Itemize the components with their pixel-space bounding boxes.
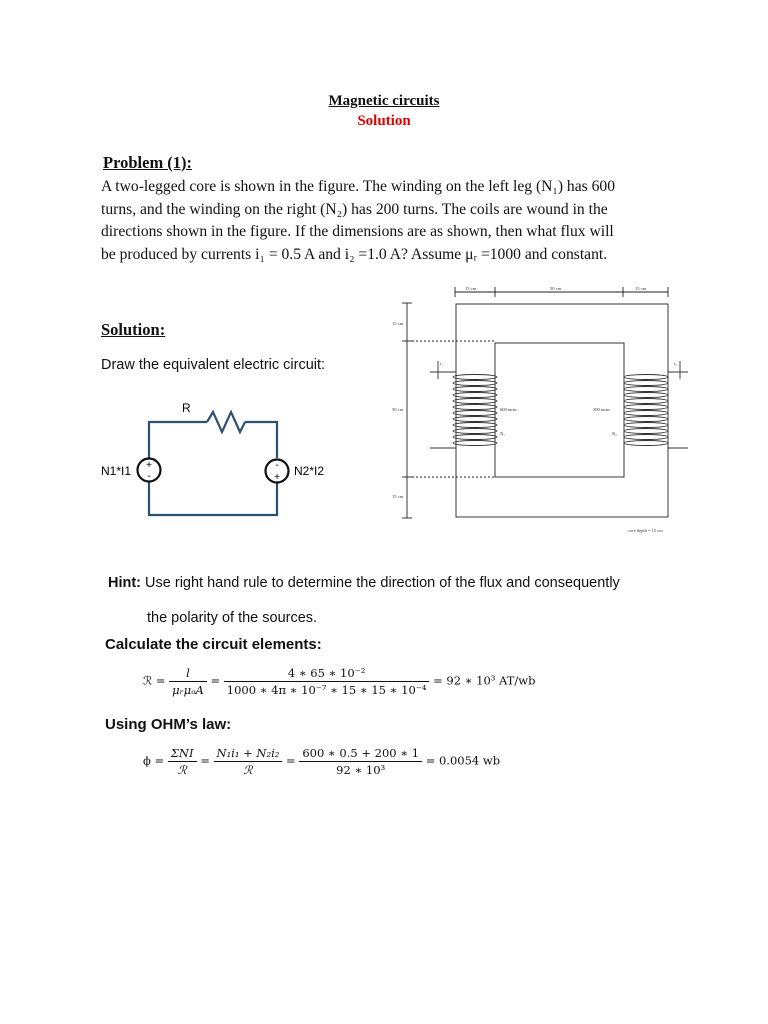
hint-block bbox=[108, 566, 620, 636]
source-left-label: N1*I1 bbox=[101, 464, 132, 478]
reluctance-result: = 92 ∗ 10³ AT/wb bbox=[433, 673, 536, 688]
dim-top-left: 15 cm bbox=[465, 286, 477, 291]
frac-numerator: ΣNI bbox=[168, 746, 197, 762]
problem-line: A two-legged core is shown in the figure. The winding on the left leg (N₁) has 600 bbox=[101, 178, 615, 195]
right-coil bbox=[624, 361, 688, 448]
n1-label: N₁ bbox=[500, 431, 505, 436]
dim-side-bottom: 15 cm bbox=[392, 494, 404, 499]
draw-circuit-instruction: Draw the equivalent electric circuit: bbox=[101, 357, 326, 373]
reluctance-equation bbox=[143, 666, 536, 697]
ohm-heading: Using OHM’s law: bbox=[105, 716, 232, 733]
problem-line: directions shown in the figure. If the dimensions are as shown, then what flux will bbox=[101, 223, 614, 240]
frac-numerator: l bbox=[169, 666, 207, 682]
flux-equation bbox=[143, 746, 500, 777]
source-right-label: N2*I2 bbox=[294, 464, 325, 478]
problem-heading: Problem (1): bbox=[103, 153, 193, 172]
circuit-wire bbox=[149, 422, 207, 458]
page-title: Magnetic circuits bbox=[328, 93, 440, 109]
flux-result: = 0.0054 wb bbox=[425, 753, 501, 768]
n2-label: N₂ bbox=[612, 431, 617, 436]
problem-line: be produced by currents i₁ = 0.5 A and i₂ =1.0 A? Assume μᵣ =1000 and constant. bbox=[101, 245, 608, 263]
dim-side-mid: 50 cm bbox=[392, 407, 404, 412]
dim-side-top: 15 cm bbox=[392, 321, 404, 326]
resistor-label: R bbox=[182, 401, 191, 415]
fraction bbox=[299, 746, 422, 777]
hint-label: Hint: bbox=[108, 575, 142, 591]
hint-line-1: Use right hand rule to determine the direction of the flux and consequently bbox=[145, 575, 620, 591]
frac-denominator: 92 ∗ 10³ bbox=[336, 763, 386, 777]
frac-numerator: N₁i₁ + N₂i₂ bbox=[214, 746, 283, 762]
dim-top-right: 15 cm bbox=[635, 286, 647, 291]
page-subtitle: Solution bbox=[357, 113, 411, 129]
calc-heading: Calculate the circuit elements: bbox=[105, 636, 322, 653]
frac-numerator: 600 ∗ 0.5 + 200 ∗ 1 bbox=[299, 746, 422, 762]
frac-denominator: ℛ bbox=[243, 763, 253, 777]
equivalent-circuit-diagram bbox=[95, 395, 355, 525]
source-right-minus: - bbox=[275, 460, 279, 471]
frac-denominator: ℛ bbox=[177, 763, 187, 777]
core-depth-label: core depth = 15 cm bbox=[628, 528, 663, 533]
dim-top-mid: 50 cm bbox=[550, 286, 562, 291]
reluctance-lhs: ℛ = bbox=[143, 673, 166, 688]
equals-sign: = bbox=[286, 753, 296, 768]
turns-left-label: 600 turns bbox=[500, 407, 517, 412]
circuit-wire bbox=[245, 422, 277, 458]
fraction bbox=[214, 746, 283, 777]
resistor-symbol bbox=[207, 412, 245, 432]
solution-heading: Solution: bbox=[101, 320, 166, 339]
source-left-plus: + bbox=[146, 460, 152, 471]
problem-line: turns, and the winding on the right (N₂) has 200 turns. The coils are wound in the bbox=[101, 200, 608, 218]
magnetic-core-figure bbox=[390, 283, 690, 538]
frac-denominator: 1000 ∗ 4π ∗ 10⁻⁷ ∗ 15 ∗ 15 ∗ 10⁻⁴ bbox=[226, 683, 427, 697]
problem-statement bbox=[101, 176, 661, 266]
i2-label: i₂ bbox=[674, 361, 677, 366]
frac-numerator: 4 ∗ 65 ∗ 10⁻² bbox=[224, 666, 430, 682]
left-coil bbox=[430, 361, 497, 448]
flux-lhs: ϕ = bbox=[143, 753, 165, 768]
equals-sign: = bbox=[200, 753, 210, 768]
equals-sign: = bbox=[210, 673, 221, 688]
frac-denominator: μᵣμₒA bbox=[172, 683, 204, 697]
turns-right-label: 200 turns bbox=[593, 407, 610, 412]
source-right-plus: + bbox=[274, 472, 280, 483]
i1-label: i₁ bbox=[440, 361, 443, 366]
fraction bbox=[224, 666, 430, 697]
fraction bbox=[169, 666, 207, 697]
fraction bbox=[168, 746, 197, 777]
hint-line-2: the polarity of the sources. bbox=[147, 610, 318, 626]
source-left-minus: - bbox=[147, 471, 151, 482]
circuit-wire bbox=[149, 482, 277, 515]
